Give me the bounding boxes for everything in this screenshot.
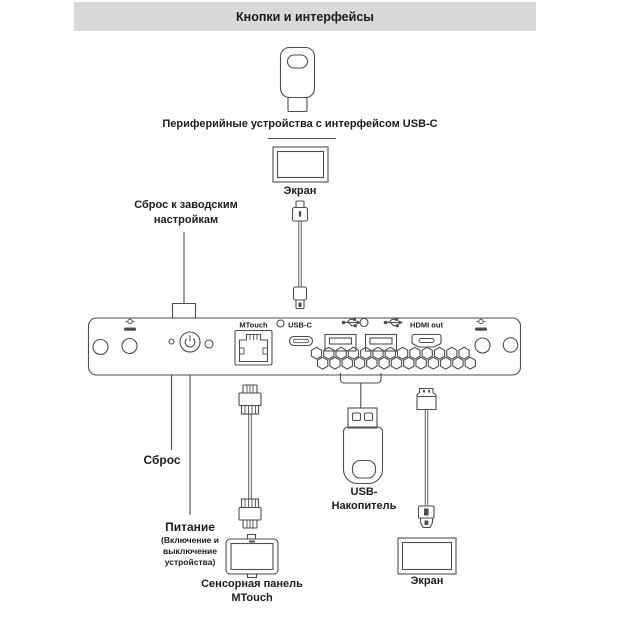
usb-c-port (290, 337, 313, 346)
lock-hole-right (475, 338, 490, 353)
screw-hole-right (503, 338, 517, 352)
usb-icon-1 (342, 318, 361, 328)
lock-hole-left (122, 339, 137, 354)
label-touch-panel-line1: Сенсорная панель (201, 578, 303, 590)
port-label-usb-c: USB-C (288, 320, 312, 330)
mic-hole-1 (277, 320, 284, 327)
factory-reset-bracket (173, 304, 196, 318)
label-factory-reset-line1: Сброс к заводским (134, 199, 238, 211)
label-usb-drive-line1: USB- (350, 486, 378, 498)
monitor-icon-top (273, 147, 328, 182)
status-led (205, 340, 213, 348)
device-rear-panel (89, 318, 521, 375)
label-power: Питание (165, 520, 215, 534)
mic-hole-2 (360, 319, 368, 327)
port-label-mtouch: MTouch (239, 320, 268, 330)
ethernet-cable-icon (239, 385, 261, 528)
label-power-sub2: выключение (163, 546, 217, 556)
label-touch-panel-line2: MTouch (231, 592, 273, 604)
usb-icon-2 (384, 318, 403, 328)
section-title: Кнопки и интерфейсы (236, 9, 374, 24)
label-usbc-peripherals: Периферийные устройства с интерфейсом USB-C (162, 118, 438, 130)
screw-hole-left (93, 340, 108, 355)
hdmi-out-port (412, 335, 441, 348)
label-reset: Сброс (143, 453, 181, 467)
security-lock-icon-right (475, 318, 487, 331)
security-lock-icon-left (124, 318, 136, 331)
port-label-hdmi-out: HDMI out (410, 320, 443, 330)
mtouch-rj45-port (235, 331, 272, 366)
usb-drive-icon (344, 408, 383, 484)
label-usb-drive-line2: Накопитель (331, 500, 397, 512)
usb-c-dongle-icon (281, 48, 315, 112)
usb-c-cable-icon (293, 201, 308, 309)
label-power-sub3: устройства) (164, 557, 216, 567)
touch-panel-icon (226, 535, 278, 578)
label-factory-reset-line2: настройкам (153, 214, 219, 226)
reset-pinhole (169, 339, 174, 344)
power-button (180, 332, 200, 352)
monitor-icon-bottom (398, 538, 456, 574)
label-screen-top: Экран (283, 185, 317, 197)
label-screen-bottom: Экран (410, 575, 444, 587)
label-power-sub1: (Включение и (161, 535, 219, 545)
hdmi-cable-icon (417, 389, 436, 528)
